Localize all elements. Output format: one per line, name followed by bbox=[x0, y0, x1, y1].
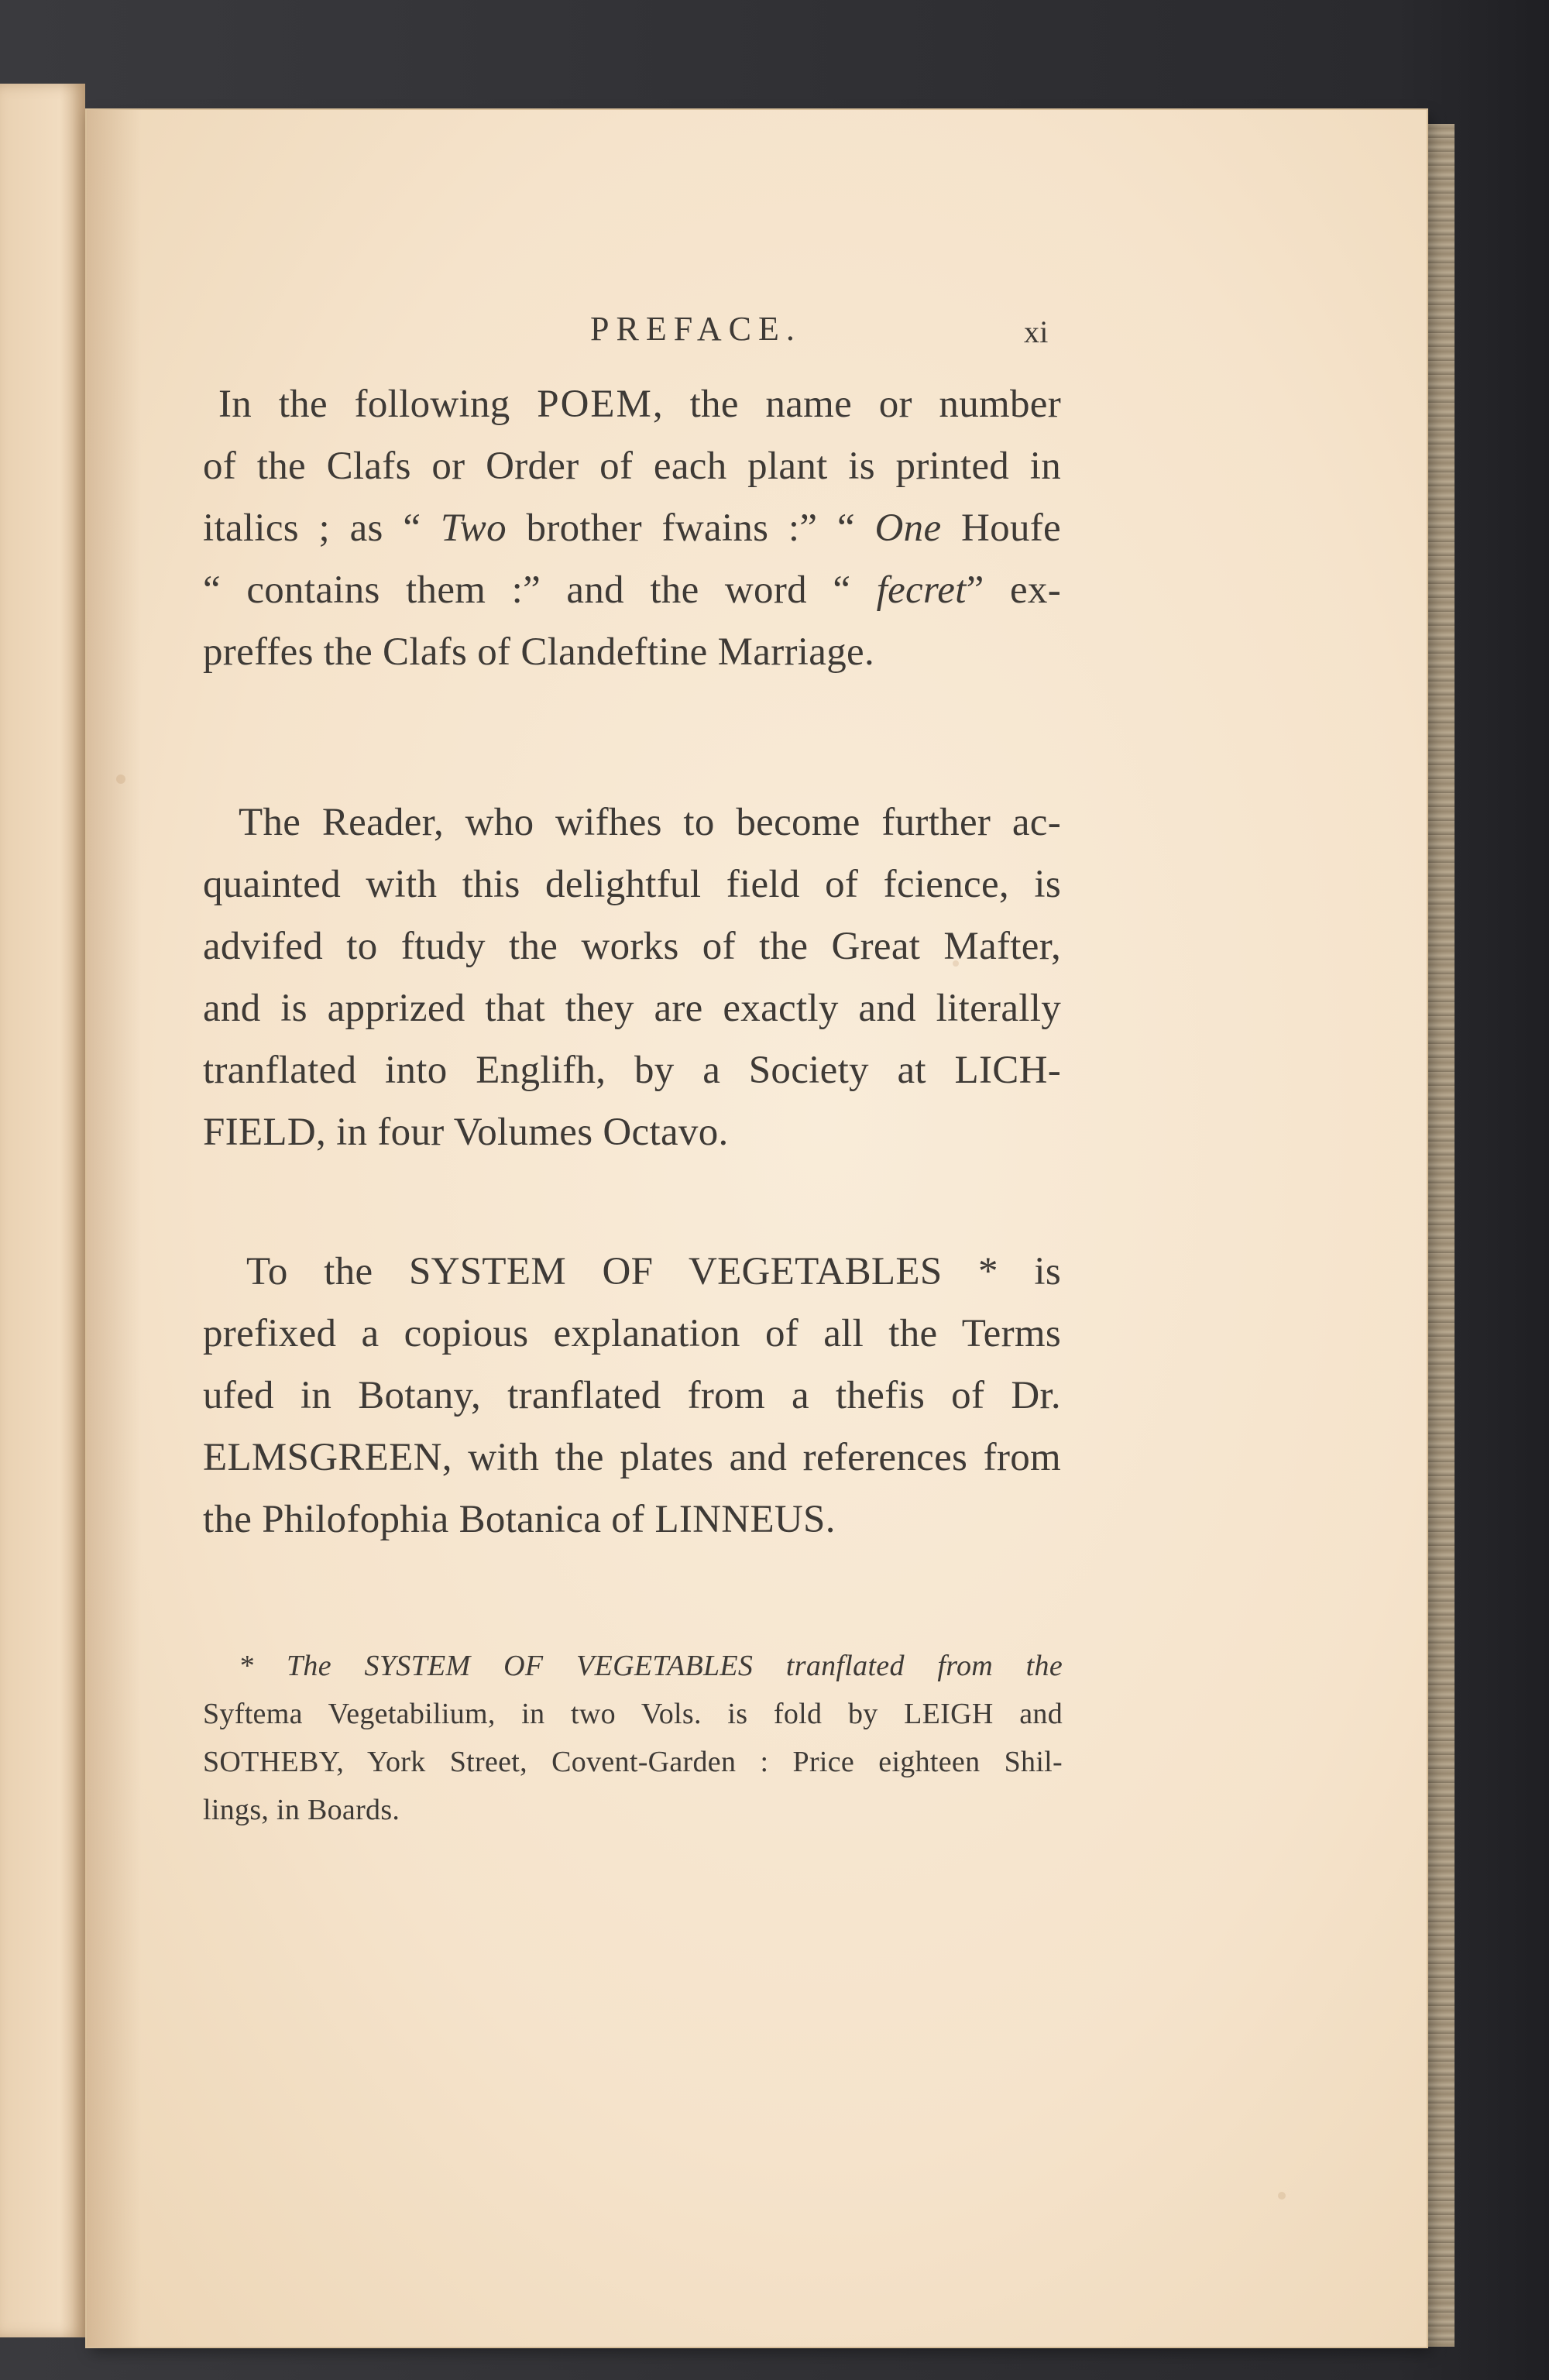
text-line: To the SYSTEM OF VEGETABLES * is bbox=[246, 1250, 1061, 1293]
text-line: italics ; as “ Two brother fwains :” “ One Houfe bbox=[203, 507, 1061, 550]
text-line: of the Clafs or Order of each plant is printed in bbox=[203, 445, 1061, 488]
text-line: the Philofophia Botanica of LINNEUS. bbox=[203, 1498, 836, 1541]
page-header bbox=[203, 298, 1070, 352]
page-edges-stack bbox=[1424, 124, 1455, 2347]
facing-page-edge bbox=[0, 84, 85, 2337]
page-number: xi bbox=[1024, 314, 1049, 349]
footnote-line: * The SYSTEM OF VEGETABLES tranflated from the bbox=[239, 1650, 1063, 1682]
foxing-spot bbox=[1278, 2192, 1286, 2200]
text-line: In the following POEM, the name or number bbox=[218, 383, 1061, 426]
foxing-spot bbox=[116, 774, 125, 784]
text-line: preffes the Clafs of Clandeftine Marriage. bbox=[203, 630, 874, 674]
footnote-line: lings, in Boards. bbox=[203, 1794, 400, 1826]
small-caps-word: POEM bbox=[537, 383, 653, 426]
italic-word: Two bbox=[440, 507, 507, 550]
text-line: FIELD, in four Volumes Octavo. bbox=[203, 1111, 729, 1154]
text-line: “ contains them :” and the word “ fecret” ex- bbox=[203, 568, 1061, 612]
text-line: ELMSGREEN, with the plates and references from bbox=[203, 1436, 1061, 1479]
gutter-shadow bbox=[87, 110, 141, 2347]
italic-word: fecret bbox=[876, 568, 967, 612]
text-line: and is apprized that they are exactly and literally bbox=[203, 987, 1061, 1030]
text-line: quainted with this delightful field of fcience, is bbox=[203, 863, 1061, 906]
text-line: tranflated into Englifh, by a Society at LICH- bbox=[203, 1049, 1061, 1092]
footnote-line: SOTHEBY, York Street, Covent-Garden : Price eighteen Shil- bbox=[203, 1746, 1063, 1778]
text-line: prefixed a copious explanation of all the Terms bbox=[203, 1312, 1061, 1355]
text-line: advifed to ftudy the works of the Great Mafter, bbox=[203, 925, 1061, 968]
footnote-line: Syftema Vegetabilium, in two Vols. is fold by LEIGH and bbox=[203, 1698, 1063, 1730]
running-head: PREFACE. bbox=[590, 310, 802, 348]
italic-word: One bbox=[874, 507, 942, 550]
text-line: The Reader, who wifhes to become further ac- bbox=[239, 801, 1061, 844]
text-line: ufed in Botany, tranflated from a thefis of Dr. bbox=[203, 1374, 1061, 1417]
